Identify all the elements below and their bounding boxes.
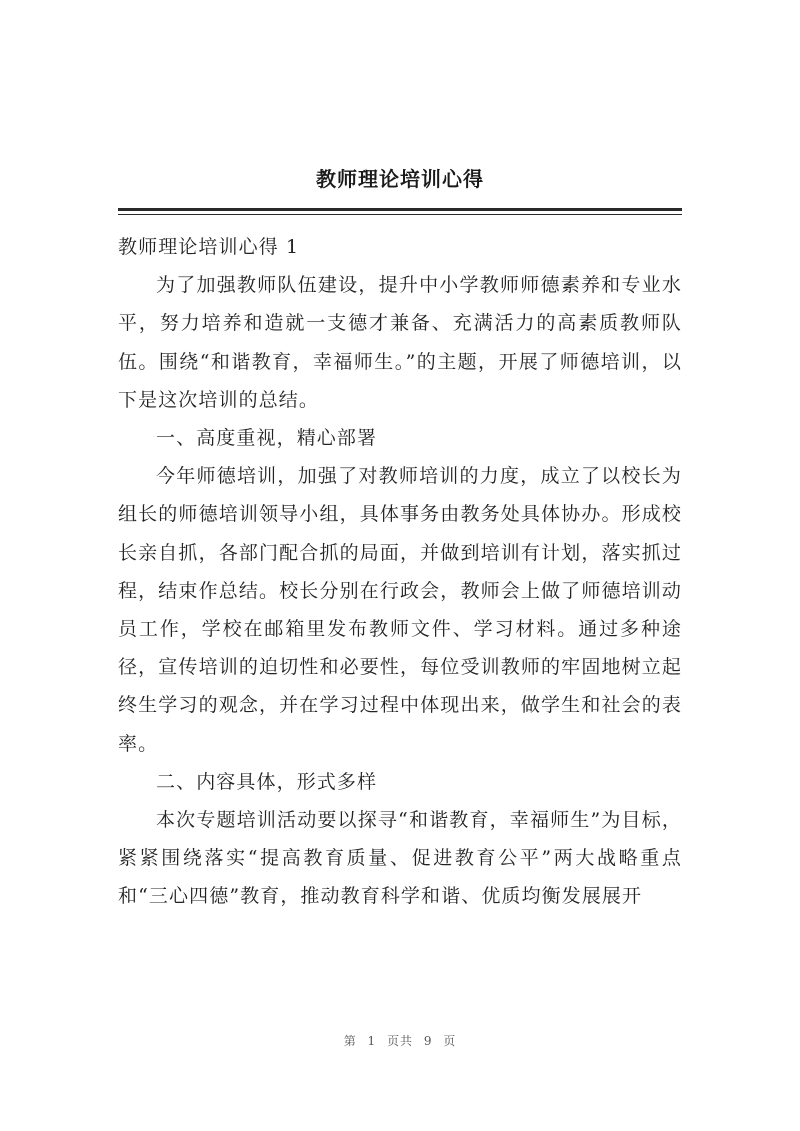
paragraph-section-1: 今年师德培训，加强了对教师培训的力度，成立了以校长为组长的师德培训领导小组，具体事务由教务处具体协办。形成校长亲自抓，各部门配合抓的局面，并做到培训有计划，落实抓过程，结束作总结。校长分别在行政会，教师会上做了师德培训动员工作，学校在邮箱里发布教师文件、学习材料。通过多种途径，宣传培训的迫切性和必要性，每位受训教师的牢固地树立起终生学习的观念，并在学习过程中体现出来，做学生和社会的表率。: [118, 465, 682, 755]
document-title: 教师理论培训心得: [316, 167, 484, 191]
section-heading-1: 一、高度重视，精心部署: [156, 427, 378, 450]
paragraph-section-2: 本次专题培训活动要以探寻“和谐教育，幸福师生”为目标，紧紧围绕落实“提高教育质量、促进教育公平”两大战略重点和“三心四德”教育，推动教育科学和谐、优质均衡发展展开: [118, 809, 682, 908]
section-subtitle: 教师理论培训心得 1: [118, 236, 300, 258]
document-body: [118, 228, 682, 916]
title-divider-thin: [118, 214, 682, 215]
page-number-footer: 第 1 页共 9 页: [343, 1034, 457, 1048]
section-heading-2: 二、内容具体，形式多样: [156, 770, 378, 793]
paragraph-intro: 为了加强教师队伍建设，提升中小学教师师德素养和专业水平，努力培养和造就一支德才兼备、充满活力的高素质教师队伍。围绕“和谐教育，幸福师生。”的主题，开展了师德培训，以下是这次培训的总结。: [118, 274, 682, 411]
title-divider-thick: [118, 208, 682, 211]
